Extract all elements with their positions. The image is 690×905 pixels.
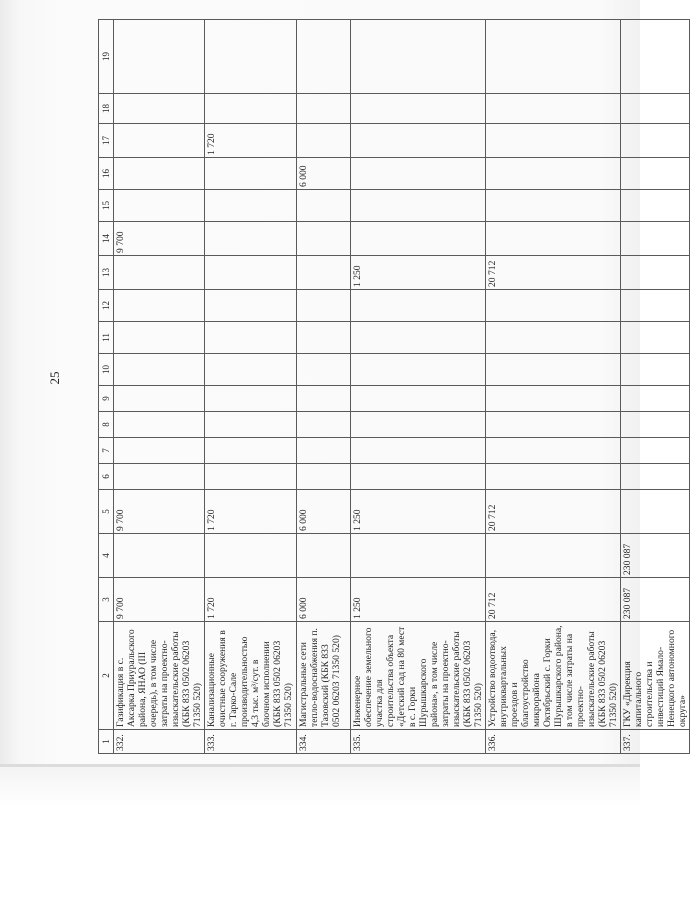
cell-col14 [296,222,350,256]
row-number: 335. [350,730,485,754]
cell-col6 [485,464,620,490]
row-name: Устройство водоотвода, внутриквартальных проездов и благоустройство микрорайона Октябрьский с. Горки Шурышкарского района, в том числе затраты на проектно-изыскательские работы (КБК 833 0502 06203 71350 520) [485,622,620,730]
cell-col16 [350,158,485,190]
cell-col4 [296,534,350,578]
cell-col8 [114,412,205,438]
cell-col19 [114,20,205,94]
cell-col13: 1 250 [350,256,485,290]
cell-col16 [114,158,205,190]
row-number: 336. [485,730,620,754]
cell-col6 [350,464,485,490]
col-header-8: 8 [99,412,114,438]
cell-col12 [296,290,350,322]
cell-col10 [114,354,205,386]
cell-col11 [205,322,296,354]
cell-col16 [485,158,620,190]
row-name: Канализационные очистные сооружения в г. Тарко-Сале производительностью 4,3 тыс. м³/сут. в блочном исполнении (КБК 833 0502 06203 71350 520) [205,622,296,730]
cell-col9 [296,386,350,412]
cell-col8 [296,412,350,438]
cell-col9 [350,386,485,412]
cell-col13 [205,256,296,290]
cell-col18 [114,94,205,124]
row-name: ГКУ «Дирекция капитального строительства и инвестиций Ямало-Ненецкого автономного округа» [621,622,690,730]
col-header-10: 10 [99,354,114,386]
row-name: Инженерное обеспечение земельного участка для строительства объекта «Детский сад на 80 мест в с. Горки Шурышкарского района», в том числе затраты на проектно-изыскательские работы (КБК 833 0502 06203 71350 520) [350,622,485,730]
cell-col14 [621,222,690,256]
cell-col15 [205,190,296,222]
cell-col9 [114,386,205,412]
col-header-17: 17 [99,124,114,158]
col-header-9: 9 [99,386,114,412]
cell-col18 [485,94,620,124]
cell-col5: 20 712 [485,490,620,534]
cell-col6 [205,464,296,490]
cell-col7 [114,438,205,464]
col-header-12: 12 [99,290,114,322]
cell-col12 [350,290,485,322]
cell-col19 [205,20,296,94]
row-number: 334. [296,730,350,754]
cell-col7 [205,438,296,464]
cell-col4 [114,534,205,578]
cell-col16: 6 000 [296,158,350,190]
cell-col9 [205,386,296,412]
cell-col11 [296,322,350,354]
row-number: 332. [114,730,205,754]
table-row [350,20,485,754]
cell-col3: 20 712 [485,578,620,622]
col-header-5: 5 [99,490,114,534]
cell-col17 [621,124,690,158]
cell-col16 [205,158,296,190]
table-row [205,20,296,754]
row-number: 333. [205,730,296,754]
cell-col9 [621,386,690,412]
cell-col17 [350,124,485,158]
col-header-2: 2 [99,622,114,730]
col-header-11: 11 [99,322,114,354]
cell-col4: 230 087 [621,534,690,578]
row-name: Магистральные сети тепло-водоснабжения п. Тазовский (КБК 833 0502 06203 71350 520) [296,622,350,730]
cell-col18 [205,94,296,124]
scan-bottom-margin [0,766,640,905]
col-header-18: 18 [99,94,114,124]
cell-col7 [296,438,350,464]
col-header-13: 13 [99,256,114,290]
cell-col13 [114,256,205,290]
cell-col11 [114,322,205,354]
cell-col5: 1 720 [205,490,296,534]
col-header-3: 3 [99,578,114,622]
cell-col14 [485,222,620,256]
cell-col6 [296,464,350,490]
cell-col19 [485,20,620,94]
col-header-4: 4 [99,534,114,578]
cell-col16 [621,158,690,190]
page-number: 25 [47,371,62,385]
cell-col14 [350,222,485,256]
table-row [114,20,205,754]
col-header-14: 14 [99,222,114,256]
cell-col15 [296,190,350,222]
cell-col7 [350,438,485,464]
cell-col8 [485,412,620,438]
page-edge [0,764,640,767]
cell-col9 [485,386,620,412]
cell-col19 [296,20,350,94]
cell-col4 [205,534,296,578]
cell-col11 [485,322,620,354]
col-header-7: 7 [99,438,114,464]
cell-col5: 6 000 [296,490,350,534]
cell-col3: 1 250 [350,578,485,622]
cell-col12 [205,290,296,322]
cell-col3: 6 000 [296,578,350,622]
cell-col5: 9 700 [114,490,205,534]
cell-col10 [350,354,485,386]
cell-col10 [621,354,690,386]
cell-col3: 230 087 [621,578,690,622]
header-row [99,20,114,754]
col-header-1: 1 [99,730,114,754]
cell-col7 [485,438,620,464]
cell-col8 [621,412,690,438]
row-number: 337. [621,730,690,754]
cell-col17 [296,124,350,158]
cell-col11 [350,322,485,354]
cell-col13 [621,256,690,290]
cell-col6 [114,464,205,490]
cell-col13 [296,256,350,290]
cell-col5 [621,490,690,534]
cell-col12 [621,290,690,322]
table-row [621,20,690,754]
cell-col13: 20 712 [485,256,620,290]
col-header-16: 16 [99,158,114,190]
cell-col4 [350,534,485,578]
cell-col19 [621,20,690,94]
cell-col15 [485,190,620,222]
budget-table [98,19,690,754]
cell-col15 [350,190,485,222]
cell-col17: 1 720 [205,124,296,158]
cell-col18 [350,94,485,124]
budget-table-rotated [98,20,689,754]
cell-col12 [485,290,620,322]
cell-col3: 9 700 [114,578,205,622]
cell-col19 [350,20,485,94]
cell-col10 [296,354,350,386]
cell-col5: 1 250 [350,490,485,534]
cell-col10 [205,354,296,386]
col-header-19: 19 [99,20,114,94]
cell-col15 [114,190,205,222]
table-row [296,20,350,754]
cell-col8 [205,412,296,438]
cell-col14: 9 700 [114,222,205,256]
cell-col11 [621,322,690,354]
cell-col14 [205,222,296,256]
cell-col18 [296,94,350,124]
cell-col17 [114,124,205,158]
cell-col3: 1 720 [205,578,296,622]
col-header-6: 6 [99,464,114,490]
cell-col18 [621,94,690,124]
cell-col4 [485,534,620,578]
cell-col15 [621,190,690,222]
table-row [485,20,620,754]
cell-col8 [350,412,485,438]
cell-col17 [485,124,620,158]
cell-col10 [485,354,620,386]
row-name: Газификация в с. Аксарка Приуральского района, ЯНАО (III очередь), в том числе затраты на проектно-изыскательские работы (КБК 833 0502 06203 71350 520) [114,622,205,730]
cell-col7 [621,438,690,464]
cell-col6 [621,464,690,490]
cell-col12 [114,290,205,322]
col-header-15: 15 [99,190,114,222]
